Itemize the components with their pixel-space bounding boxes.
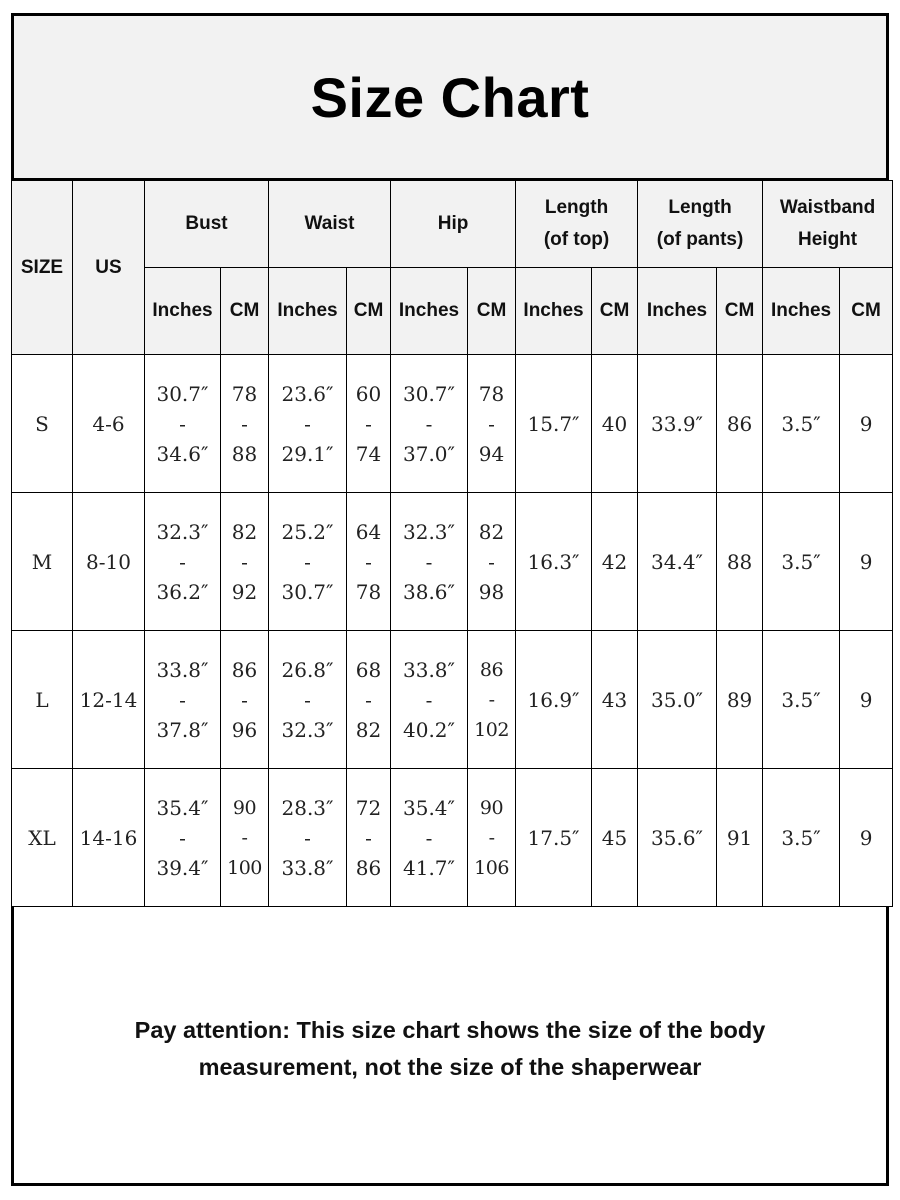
- waist-cm-cell: 68 - 82: [347, 631, 391, 769]
- header-row-units: [12, 268, 893, 355]
- header-length-top: [516, 181, 638, 268]
- size-cell: M: [12, 493, 73, 631]
- header-length-top-line1: Length: [544, 197, 609, 218]
- header-us: US: [73, 181, 145, 355]
- unit-cm: CM: [717, 268, 763, 355]
- bust-inches-cell: 32.3″ - 36.2″: [145, 493, 221, 631]
- note-line-1: Pay attention: This size chart shows the size of the body: [134, 1017, 766, 1043]
- header-hip: Hip: [391, 181, 516, 268]
- unit-inches: Inches: [638, 268, 717, 355]
- header-waistband-line1: Waistband: [779, 197, 876, 218]
- bust-cm-cell: 78 - 88: [221, 355, 269, 493]
- top-length-cm-cell: 43: [592, 631, 638, 769]
- top-length-cm-cell: 45: [592, 769, 638, 907]
- top-length-inches-cell: 15.7″: [516, 355, 592, 493]
- hip-inches-cell: 35.4″ - 41.7″: [391, 769, 468, 907]
- header-waistband: [763, 181, 893, 268]
- hip-cm-cell: 86 - 102: [468, 631, 516, 769]
- unit-cm: CM: [840, 268, 893, 355]
- waistband-inches-cell: 3.5″: [763, 493, 840, 631]
- hip-cm-cell: 90 - 106: [468, 769, 516, 907]
- size-cell: S: [12, 355, 73, 493]
- unit-cm: CM: [347, 268, 391, 355]
- pants-length-cm-cell: 91: [717, 769, 763, 907]
- waist-inches-cell: 25.2″ - 30.7″: [269, 493, 347, 631]
- bust-cm-cell: 86 - 96: [221, 631, 269, 769]
- header-length-pants-line1: Length: [668, 197, 732, 218]
- hip-cm-cell: 78 - 94: [468, 355, 516, 493]
- us-cell: 12-14: [73, 631, 145, 769]
- us-cell: 14-16: [73, 769, 145, 907]
- waistband-inches-cell: 3.5″: [763, 355, 840, 493]
- size-cell: XL: [12, 769, 73, 907]
- table-row: [12, 631, 893, 769]
- note-line-2: measurement, not the size of the shaperwear: [198, 1054, 702, 1080]
- hip-cm-cell: 82 - 98: [468, 493, 516, 631]
- attention-note: [14, 1012, 886, 1086]
- hip-inches-cell: 33.8″ - 40.2″: [391, 631, 468, 769]
- header-waistband-line2: Height: [798, 229, 858, 250]
- bust-inches-cell: 30.7″ - 34.6″: [145, 355, 221, 493]
- unit-cm: CM: [221, 268, 269, 355]
- top-length-inches-cell: 16.3″: [516, 493, 592, 631]
- top-length-inches-cell: 16.9″: [516, 631, 592, 769]
- header-length-pants: [638, 181, 763, 268]
- bust-cm-cell: 90 - 100: [221, 769, 269, 907]
- us-cell: 8-10: [73, 493, 145, 631]
- table-row: [12, 355, 893, 493]
- top-length-inches-cell: 17.5″: [516, 769, 592, 907]
- title-band: [14, 16, 886, 180]
- unit-inches: Inches: [763, 268, 840, 355]
- pants-length-cm-cell: 89: [717, 631, 763, 769]
- hip-inches-cell: 32.3″ - 38.6″: [391, 493, 468, 631]
- header-waist: Waist: [269, 181, 391, 268]
- waist-inches-cell: 23.6″ - 29.1″: [269, 355, 347, 493]
- header-length-pants-line2: (of pants): [656, 229, 744, 250]
- waist-inches-cell: 26.8″ - 32.3″: [269, 631, 347, 769]
- size-table: [11, 180, 893, 907]
- pants-length-cm-cell: 88: [717, 493, 763, 631]
- waistband-inches-cell: 3.5″: [763, 631, 840, 769]
- size-cell: L: [12, 631, 73, 769]
- waist-cm-cell: 72 - 86: [347, 769, 391, 907]
- pants-length-cm-cell: 86: [717, 355, 763, 493]
- unit-inches: Inches: [269, 268, 347, 355]
- bust-inches-cell: 33.8″ - 37.8″: [145, 631, 221, 769]
- hip-inches-cell: 30.7″ - 37.0″: [391, 355, 468, 493]
- bust-inches-cell: 35.4″ - 39.4″: [145, 769, 221, 907]
- waistband-inches-cell: 3.5″: [763, 769, 840, 907]
- pants-length-inches-cell: 33.9″: [638, 355, 717, 493]
- waistband-cm-cell: 9: [840, 355, 893, 493]
- header-row-groups: [12, 181, 893, 268]
- pants-length-inches-cell: 34.4″: [638, 493, 717, 631]
- unit-inches: Inches: [391, 268, 468, 355]
- table-row: [12, 769, 893, 907]
- waistband-cm-cell: 9: [840, 769, 893, 907]
- unit-cm: CM: [592, 268, 638, 355]
- table-row: [12, 493, 893, 631]
- unit-inches: Inches: [516, 268, 592, 355]
- header-bust: Bust: [145, 181, 269, 268]
- waistband-cm-cell: 9: [840, 493, 893, 631]
- waist-inches-cell: 28.3″ - 33.8″: [269, 769, 347, 907]
- pants-length-inches-cell: 35.0″: [638, 631, 717, 769]
- unit-cm: CM: [468, 268, 516, 355]
- top-length-cm-cell: 42: [592, 493, 638, 631]
- waist-cm-cell: 60 - 74: [347, 355, 391, 493]
- pants-length-inches-cell: 35.6″: [638, 769, 717, 907]
- page-title: Size Chart: [310, 65, 590, 129]
- bust-cm-cell: 82 - 92: [221, 493, 269, 631]
- top-length-cm-cell: 40: [592, 355, 638, 493]
- us-cell: 4-6: [73, 355, 145, 493]
- size-chart-frame: [11, 13, 889, 1186]
- header-length-top-line2: (of top): [543, 229, 610, 250]
- waist-cm-cell: 64 - 78: [347, 493, 391, 631]
- unit-inches: Inches: [145, 268, 221, 355]
- header-size: SIZE: [12, 181, 73, 355]
- waistband-cm-cell: 9: [840, 631, 893, 769]
